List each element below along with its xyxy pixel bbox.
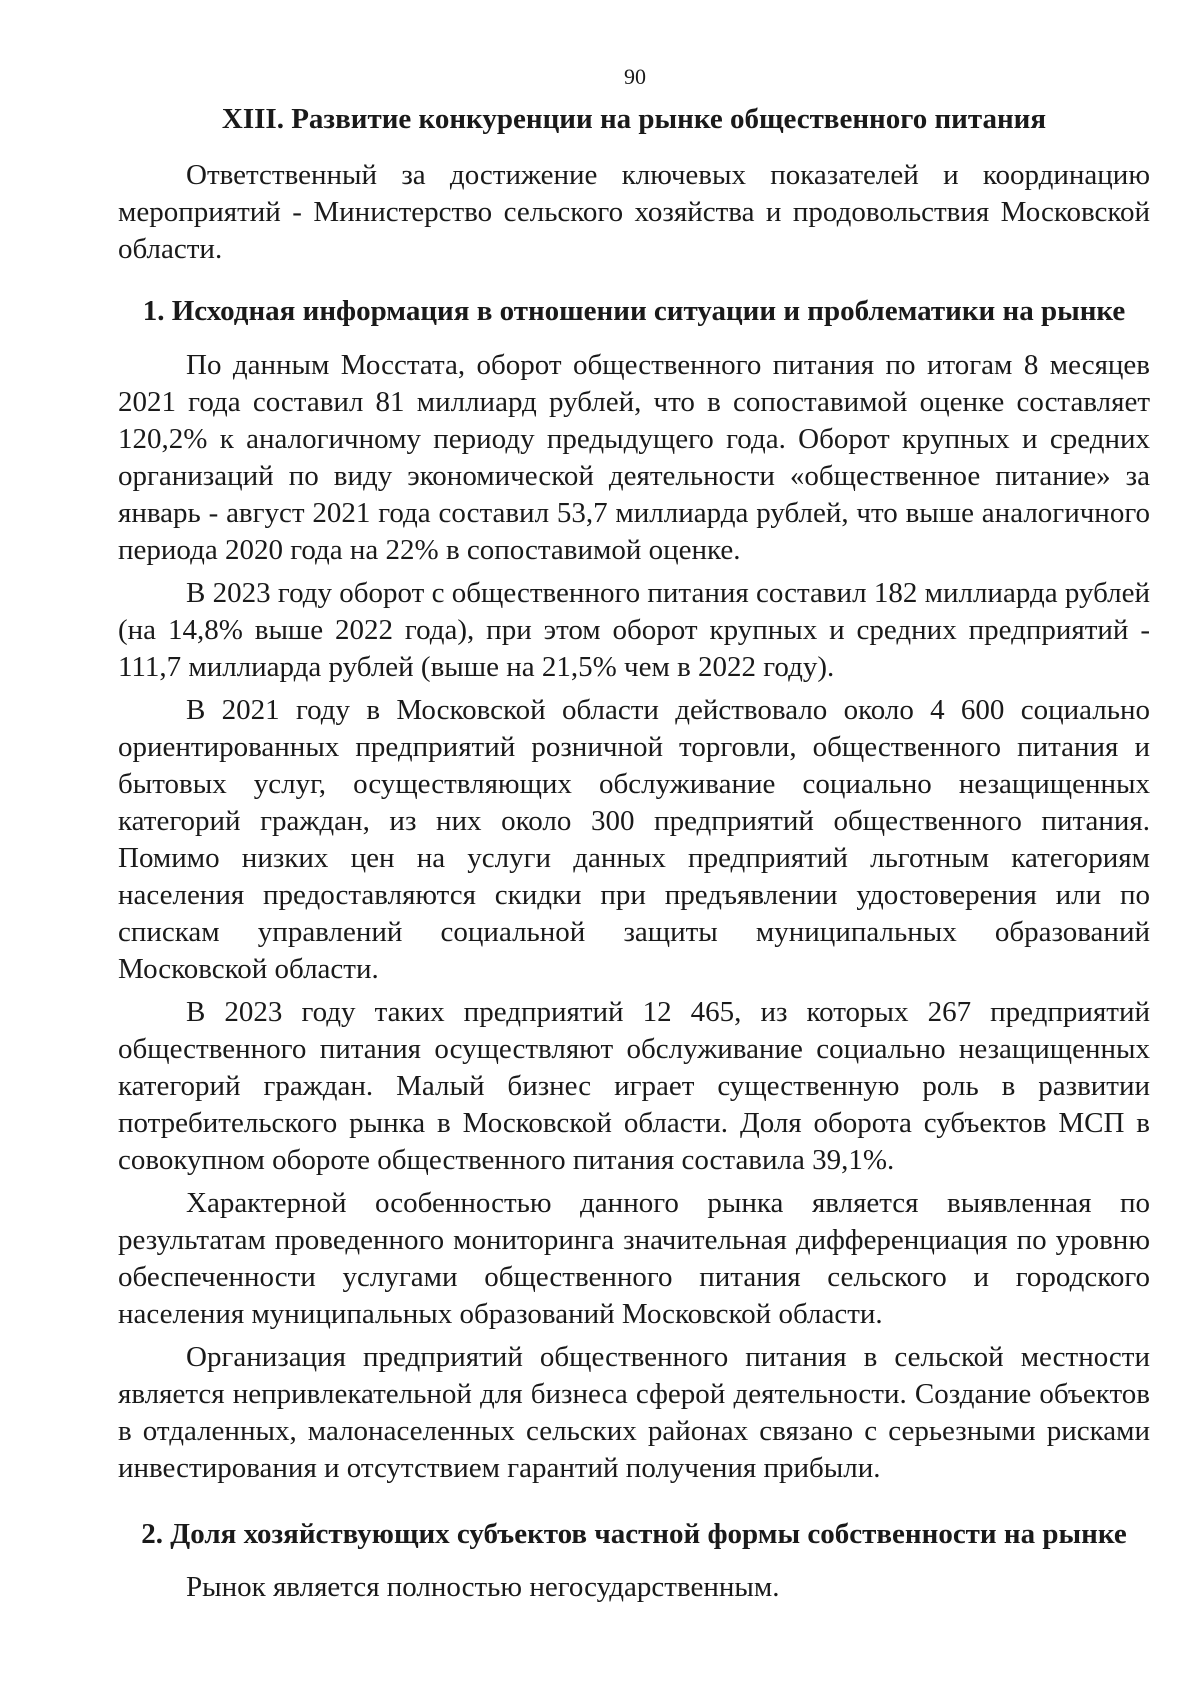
subsection-1-title: 1. Исходная информация в отношении ситуации и проблематики на рынке bbox=[142, 294, 1126, 327]
responsible-paragraph: Ответственный за достижение ключевых показателей и координацию мероприятий - Министерство сельского хозяйства и продовольствия Московской области. bbox=[118, 158, 1150, 265]
paragraph-turnover-2021: По данным Мосстата, оборот общественного питания по итогам 8 месяцев 2021 года составил 81 миллиард рублей, что в сопоставимой оценке составляет 120,2% к аналогичному периоду предыдущего года. Оборот крупных и средних организаций по виду экономической деятельности «общественное питание» за январь - август 2021 года составил 53,7 миллиарда рублей, что выше аналогичного периода 2020 года на 22% в сопоставимой оценке. bbox=[118, 348, 1150, 566]
page-number: 90 bbox=[624, 64, 646, 89]
paragraph-social-enterprises-2023: В 2023 году таких предприятий 12 465, из которых 267 предприятий общественного питания осуществляют обслуживание социально незащищенных категорий граждан. Малый бизнес играет существенную роль в развитии потребительского рынка в Московской области. Доля оборота субъектов МСП в совокупном обороте общественного питания составила 39,1%. bbox=[118, 995, 1150, 1176]
paragraph-market-feature: Характерной особенностью данного рынка является выявленная по результатам проведенного мониторинга значительная дифференциация по уровню обеспеченности услугами общественного питания сельского и городского населения муниципальных образований Московской области. bbox=[118, 1186, 1150, 1330]
paragraph-non-state-market: Рынок является полностью негосударственным. bbox=[186, 1571, 780, 1604]
paragraph-social-enterprises-2021: В 2021 году в Московской области действовало около 4 600 социально ориентированных предприятий розничной торговли, общественного питания и бытовых услуг, осуществляющих обслуживание социально незащищенных категорий граждан, из них около 300 предприятий общественного питания. Помимо низких цен на услуги данных предприятий льготным категориям населения предоставляются скидки при предъявлении удостоверения или по спискам управлений социальной защиты муниципальных образований Московской области. bbox=[118, 693, 1150, 985]
section-title: XIII. Развитие конкуренции на рынке общественного питания bbox=[221, 103, 1047, 135]
subsection-2-title: 2. Доля хозяйствующих субъектов частной формы собственности на рынке bbox=[141, 1517, 1127, 1550]
document-page bbox=[118, 102, 1150, 1606]
paragraph-turnover-2023: В 2023 году оборот с общественного питания составил 182 миллиарда рублей (на 14,8% выше 2022 года), при этом оборот крупных и средних предприятий - 111,7 миллиарда рублей (выше на 21,5% чем в 2022 году). bbox=[118, 576, 1150, 683]
paragraph-rural-organization: Организация предприятий общественного питания в сельской местности является непривлекательной для бизнеса сферой деятельности. Создание объектов в отдаленных, малонаселенных сельских районах связано с серьезными рисками инвестирования и отсутствием гарантий получения прибыли. bbox=[118, 1340, 1150, 1484]
